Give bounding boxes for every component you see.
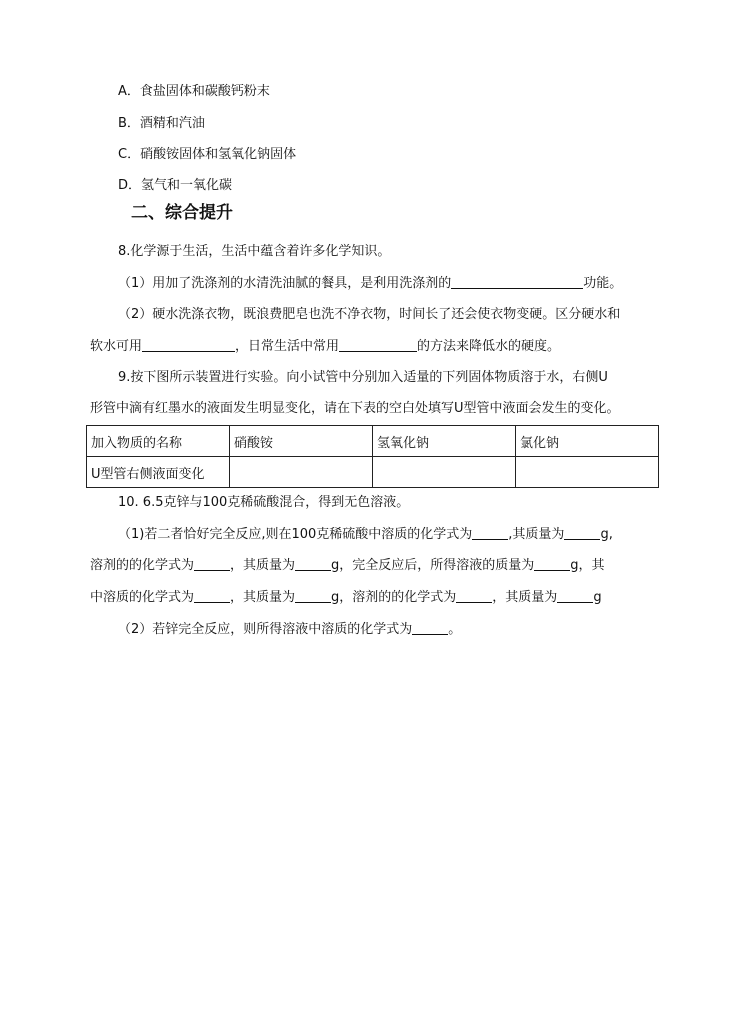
table-row [87,426,659,457]
q8-part2-line2 [90,337,560,357]
answer-blank[interactable] [456,588,492,603]
q8-part1-text-b: 功能。 [583,276,623,291]
answer-blank[interactable] [142,337,235,352]
answer-blank[interactable] [295,588,331,603]
q8-part2-text-a: 软水可用 [90,339,143,354]
option-d: D．氢气和一氧化碳 [118,178,233,193]
q10-text: 溶剂的的化学式为 [90,558,195,573]
answer-blank[interactable] [564,525,600,540]
q10-part1-line3 [90,588,602,608]
answer-blank[interactable] [412,620,448,635]
table-cell: 硝酸铵 [230,426,373,457]
q10-text: ，其质量为 [230,558,296,573]
q8-part2-text-c: 的方法来降低水的硬度。 [417,339,561,354]
answer-blank[interactable] [534,556,570,571]
answer-blank[interactable] [472,525,508,540]
q10-stem: 10. 6.5克锌与100克稀硫酸混合，得到无色溶液。 [118,495,410,510]
answer-blank[interactable] [451,274,583,289]
table-cell: 氯化钠 [516,426,659,457]
q10-text: g [593,590,602,605]
q10-text: ，其质量为 [230,590,296,605]
q10-text: （1)若二者恰好完全反应,则在100克稀硫酸中溶质的化学式为 [118,527,473,542]
option-a: A．食盐固体和碳酸钙粉末 [118,84,270,99]
q10-part2 [118,620,461,640]
answer-blank[interactable] [295,556,331,571]
q10-text: 中溶质的化学式为 [90,590,195,605]
q8-part1 [118,274,622,294]
q10-text: ，其质量为 [492,590,558,605]
q10-text: g，完全反应后，所得溶液的质量为 [331,558,535,573]
table-row [87,457,659,488]
q10-part1-line1 [118,525,613,545]
q9-line1: 9.按下图所示装置进行实验。向小试管中分别加入适量的下列固体物质溶于水，右侧U [118,370,608,385]
q10-text: （2）若锌完全反应，则所得溶液中溶质的化学式为 [118,622,413,637]
q8-part2-text-b: ，日常生活中常用 [235,339,340,354]
answer-blank[interactable] [194,556,230,571]
table-cell: 氢氧化钠 [373,426,516,457]
q10-part1-line2 [90,556,605,576]
q10-text: g，其 [570,558,605,573]
q8-part1-text-a: （1）用加了洗涤剂的水清洗油腻的餐具，是利用洗涤剂的 [118,276,452,291]
q10-text: g, [600,527,613,542]
q8-part2-line1: （2）硬水洗涤衣物，既浪费肥皂也洗不净衣物，时间长了还会使衣物变硬。区分硬水和 [118,307,621,322]
table-cell: 加入物质的名称 [87,426,230,457]
answer-blank[interactable] [557,588,593,603]
answer-blank[interactable] [339,337,417,352]
q10-text: ,其质量为 [508,527,565,542]
table-cell-answer[interactable] [516,457,659,488]
q10-text: g，溶剂的的化学式为 [331,590,457,605]
option-b: B．酒精和汽油 [118,116,205,131]
table-cell: U型管右侧液面变化 [87,457,230,488]
q8-stem: 8.化学源于生活，生活中蕴含着许多化学知识。 [118,244,391,259]
table-cell-answer[interactable] [230,457,373,488]
section-heading: 二、综合提升 [131,203,233,223]
answer-blank[interactable] [194,588,230,603]
q9-line2: 形管中滴有红墨水的液面发生明显变化，请在下表的空白处填写U型管中液面会发生的变化。 [90,401,620,416]
q10-text: 。 [448,622,462,637]
q9-table [86,425,659,488]
option-c: C．硝酸铵固体和氢氧化钠固体 [118,147,297,162]
table-cell-answer[interactable] [373,457,516,488]
